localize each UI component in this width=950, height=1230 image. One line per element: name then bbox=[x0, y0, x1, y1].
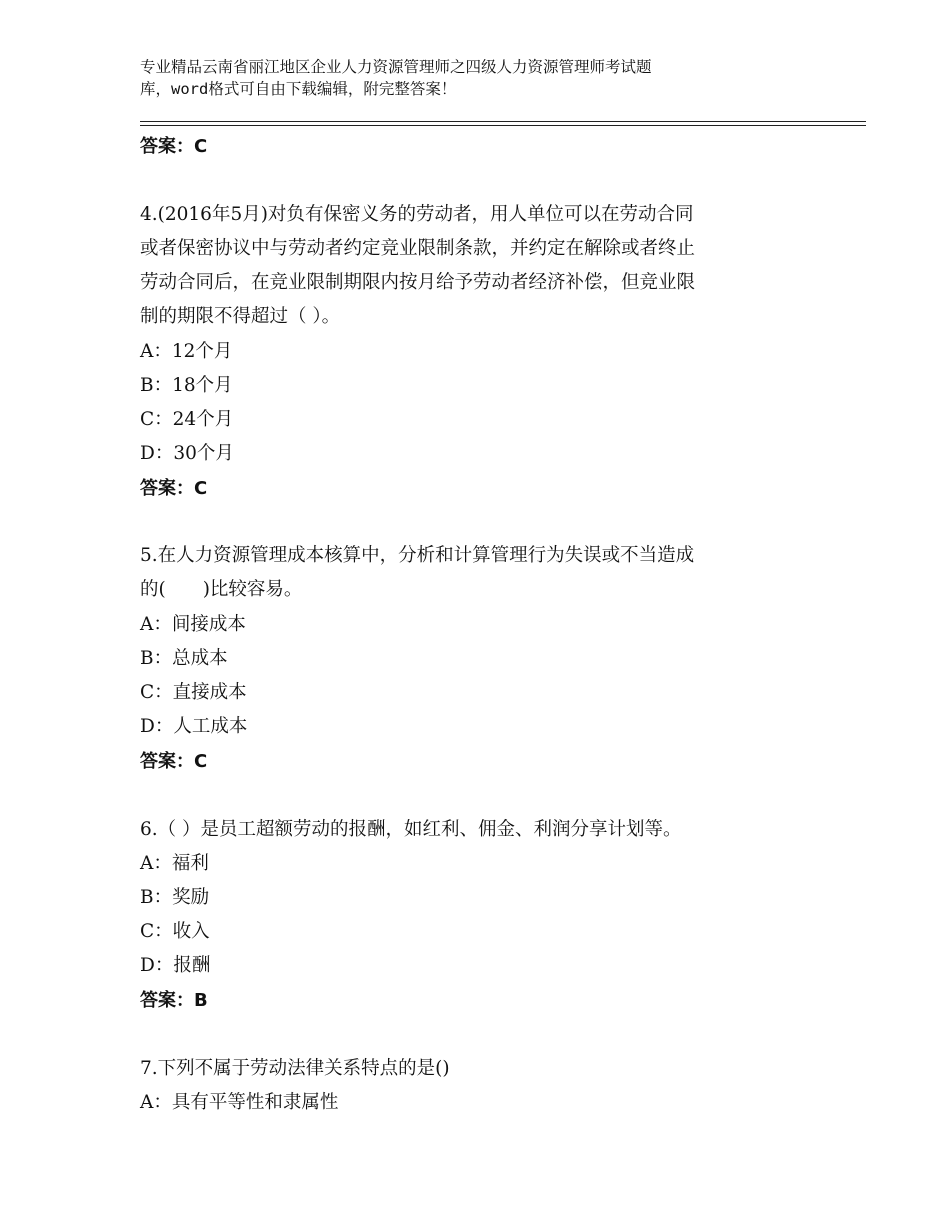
question-6-option-b: B：奖励 bbox=[140, 887, 210, 908]
question-4-stem-line-4: 制的期限不得超过（ ）。 bbox=[140, 306, 341, 327]
question-6-option-d: D：报酬 bbox=[140, 955, 211, 976]
question-4-option-a: A：12个月 bbox=[140, 341, 233, 362]
question-4-option-d: D：30个月 bbox=[140, 443, 234, 464]
question-5-stem-line-1: 5.在人力资源管理成本核算中，分析和计算管理行为失误或不当造成 bbox=[140, 545, 695, 566]
question-4-option-b: B：18个月 bbox=[140, 375, 233, 396]
header-rule-top bbox=[140, 121, 866, 122]
question-5-option-c: C：直接成本 bbox=[140, 682, 247, 703]
question-5-answer: 答案：C bbox=[140, 751, 208, 772]
question-5-stem-line-2: 的( )比较容易。 bbox=[140, 579, 303, 600]
question-5-option-d: D：人工成本 bbox=[140, 716, 248, 737]
question-7-stem-line-1: 7.下列不属于劳动法律关系特点的是() bbox=[140, 1058, 450, 1079]
question-7-option-a: A：具有平等性和隶属性 bbox=[140, 1092, 339, 1113]
question-6-answer: 答案：B bbox=[140, 990, 208, 1011]
question-4-stem-line-2: 或者保密协议中与劳动者约定竞业限制条款，并约定在解除或者终止 bbox=[140, 238, 696, 259]
question-4-stem-line-3: 劳动合同后，在竞业限制期限内按月给予劳动者经济补偿，但竞业限 bbox=[140, 272, 696, 293]
question-5-option-a: A：间接成本 bbox=[140, 614, 246, 635]
header-rule-bottom bbox=[140, 125, 866, 126]
question-4-answer: 答案：C bbox=[140, 478, 208, 499]
question-4-stem-line-1: 4.(2016年5月)对负有保密义务的劳动者，用人单位可以在劳动合同 bbox=[140, 204, 694, 225]
header-line-1: 专业精品云南省丽江地区企业人力资源管理师之四级人力资源管理师考试题 bbox=[140, 58, 652, 76]
question-6-stem-line-1: 6.（ ）是员工超额劳动的报酬，如红利、佣金、利润分享计划等。 bbox=[140, 819, 682, 840]
document-header bbox=[140, 56, 820, 100]
question-5-option-b: B：总成本 bbox=[140, 648, 228, 669]
question-6-option-c: C：收入 bbox=[140, 921, 210, 942]
header-line-2: 库，word格式可自由下载编辑，附完整答案！ bbox=[140, 80, 457, 98]
question-6-option-a: A：福利 bbox=[140, 853, 209, 874]
answer-previous: 答案：C bbox=[140, 136, 208, 157]
question-4-option-c: C：24个月 bbox=[140, 409, 234, 430]
